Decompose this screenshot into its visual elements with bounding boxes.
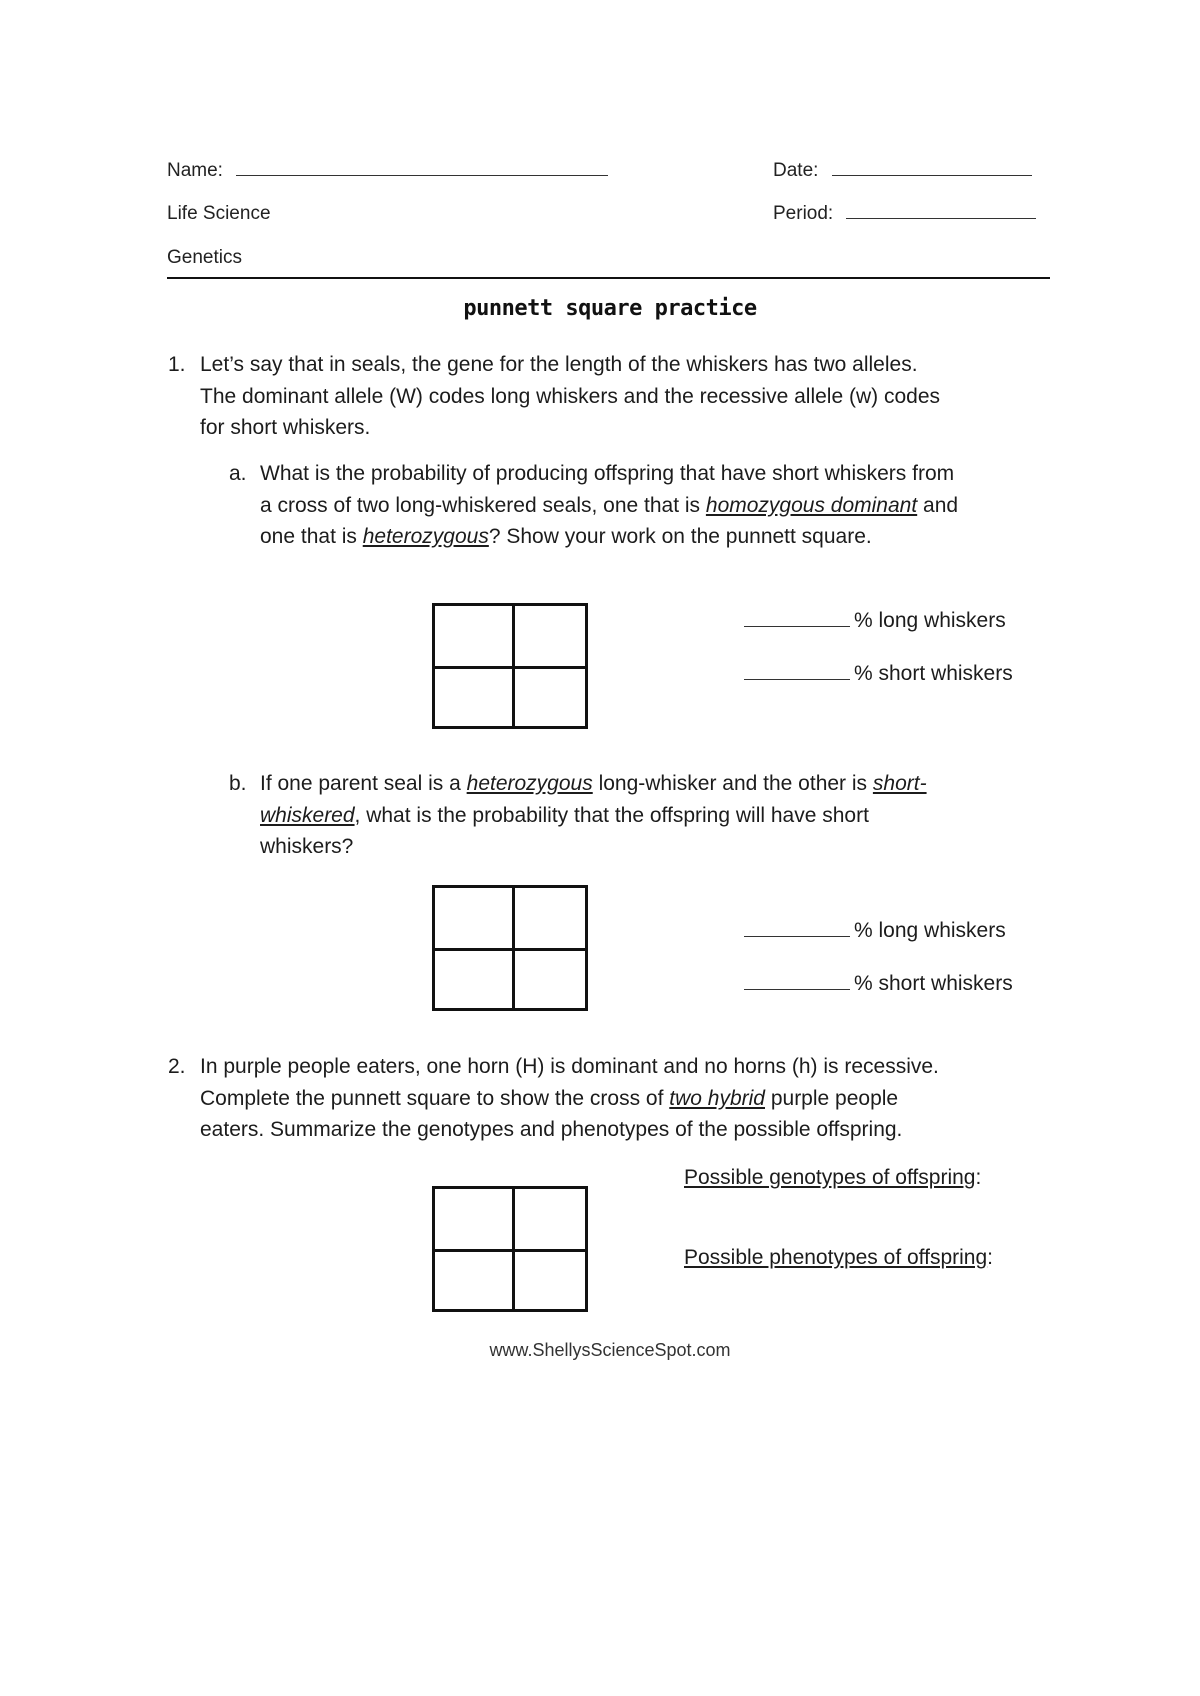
text-span: one that is <box>260 525 363 548</box>
question-2-line-3: eaters. Summarize the genotypes and phenotypes of the possible offspring. <box>200 1118 903 1141</box>
answer-1a-short <box>744 662 1013 686</box>
grid-line-horizontal <box>435 666 585 669</box>
genotypes-label: Possible genotypes of offspring <box>684 1166 976 1189</box>
text-span: , what is the probability that the offspring will have short <box>354 803 869 827</box>
question-1a-line-3 <box>260 521 1080 553</box>
punnett-square-1a[interactable] <box>432 603 588 729</box>
answer-label: % short whiskers <box>854 972 1013 995</box>
question-1b <box>229 768 1080 863</box>
period-label: Period: <box>773 203 834 224</box>
grid-line-horizontal <box>435 948 585 951</box>
period-field <box>773 203 1036 225</box>
term-short-whiskered: short- <box>872 772 927 795</box>
punnett-square-2[interactable] <box>432 1186 588 1312</box>
phenotypes-label: Possible phenotypes of offspring <box>684 1246 988 1269</box>
unit-label: Genetics <box>167 247 242 268</box>
answer-label: % long whiskers <box>854 919 1006 942</box>
question-2-number: 2. <box>168 1055 186 1078</box>
term-heterozygous: heterozygous <box>362 525 489 548</box>
answer-1a-long <box>744 609 1006 633</box>
question-1b-line-3: whiskers? <box>260 835 354 858</box>
text-span: Complete the punnett square to show the cross of <box>200 1086 670 1110</box>
answer-1b-long <box>744 919 1006 943</box>
answer-1b-short <box>744 972 1013 996</box>
answer-blank[interactable] <box>744 665 850 680</box>
question-1a-line-2 <box>260 490 1080 522</box>
question-1-number: 1. <box>168 353 186 376</box>
question-1-line-1: Let’s say that in seals, the gene for the length of the whiskers has two alleles. <box>200 353 918 376</box>
text-span: If one parent seal is a <box>260 772 467 795</box>
question-1b-line-1 <box>260 768 1080 800</box>
answer-blank[interactable] <box>744 612 850 627</box>
header-divider <box>167 277 1050 279</box>
name-field <box>167 160 608 182</box>
period-blank[interactable] <box>846 204 1036 219</box>
name-label: Name: <box>167 160 223 181</box>
question-1 <box>168 349 1080 444</box>
answer-blank[interactable] <box>744 975 850 990</box>
text-span: ? Show your work on the punnett square. <box>488 525 872 548</box>
text-span: : <box>975 1166 982 1189</box>
answer-label: % short whiskers <box>854 662 1013 685</box>
text-span: long-whisker and the other is <box>592 772 873 795</box>
question-2-line-2 <box>200 1083 1080 1115</box>
genotypes-prompt <box>684 1166 981 1190</box>
term-short-whiskered: whiskered <box>260 803 355 827</box>
question-2-line-1: In purple people eaters, one horn (H) is dominant and no horns (h) is recessive. <box>200 1055 939 1078</box>
date-label: Date: <box>773 160 819 181</box>
question-1a-label: a. <box>229 462 247 485</box>
footer-url: www.ShellysScienceSpot.com <box>489 1340 731 1360</box>
phenotypes-prompt <box>684 1246 993 1270</box>
term-heterozygous: heterozygous <box>466 772 593 795</box>
answer-label: % long whiskers <box>854 609 1006 632</box>
question-1b-line-2 <box>260 800 1080 832</box>
question-1-line-3: for short whiskers. <box>200 416 371 439</box>
text-span: a cross of two long-whiskered seals, one that is <box>260 493 706 517</box>
name-blank[interactable] <box>236 161 608 176</box>
question-1a <box>229 458 1080 553</box>
date-blank[interactable] <box>832 161 1032 176</box>
text-span: : <box>987 1246 993 1269</box>
course-label: Life Science <box>167 203 271 224</box>
question-2 <box>168 1051 1080 1146</box>
text-span: purple people <box>765 1086 899 1110</box>
text-span: and <box>917 493 959 517</box>
answer-blank[interactable] <box>744 922 850 937</box>
question-1-line-2: The dominant allele (W) codes long whiskers and the recessive allele (w) codes <box>200 384 941 408</box>
term-two-hybrid: two hybrid <box>669 1086 765 1110</box>
punnett-square-1b[interactable] <box>432 885 588 1011</box>
grid-line-horizontal <box>435 1249 585 1252</box>
question-1b-label: b. <box>229 772 247 795</box>
question-1a-line-1: What is the probability of producing offspring that have short whiskers from <box>260 462 955 485</box>
term-homozygous-dominant: homozygous dominant <box>705 493 918 517</box>
worksheet-title: punnett square practice <box>463 296 757 321</box>
date-field <box>773 160 1032 182</box>
